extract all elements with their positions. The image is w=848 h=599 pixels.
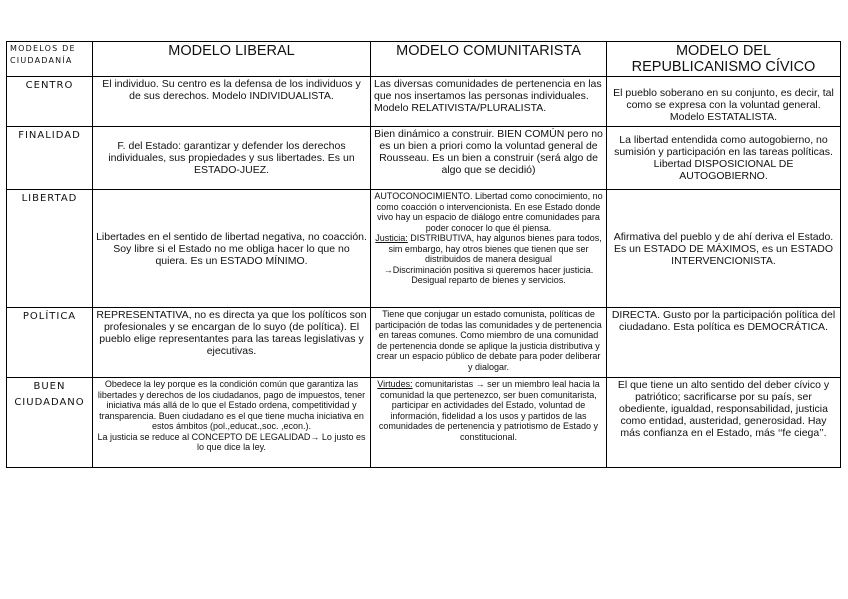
cell-buen-ciudadano-liberal [93,378,371,468]
cell-buen-ciudadano-republicanismo: El que tiene un alto sentido del deber cívico y patriótico; sacrificarse por su país, ser obediente, igualdad, responsabilidad, justicia como entidad, austeridad, generosidad. Hay más confianza en el Estado, más ‘‘fe ciega’’. [607,378,841,468]
buen-ciudadano-liberal-text: Obedece la ley porque es la condición común que garantiza las libertades y derechos de los ciudadanos, pago de impuestos, tener iniciativa más allá de lo que el Estado ordena, competitividad y transparencia. Buen ciudadano es el que tiene mucha iniciativa en estos ámbitos (pol.,educat.,soc. ,econ.). [97,379,366,431]
cell-centro-republicanismo: El pueblo soberano en su conjunto, es decir, tal como se expresa con la voluntad general. Modelo ESTATALISTA. [607,77,841,127]
cell-finalidad-comunitarista: Bien dinámico a construir. BIEN COMÚN pero no es un bien a priori como la voluntad general de Rousseau. Es un bien a construir (será algo de algo que se decidió) [371,127,607,190]
row-header-centro: CENTRO [7,77,93,127]
cell-buen-ciudadano-comunitarista [371,378,607,468]
column-header-republicanismo: MODELO DEL REPUBLICANISMO CÍVICO [607,42,841,77]
row-header-libertad: LIBERTAD [7,190,93,308]
cell-libertad-comunitarista [371,190,607,308]
virtudes-label: Virtudes: [377,379,413,389]
column-header-comunitarista: MODELO COMUNITARISTA [371,42,607,77]
corner-label: MODELOS DE CIUDADANÍA [7,42,93,77]
row-header-finalidad: FINALIDAD [7,127,93,190]
table-row [7,378,841,468]
cell-politica-republicanismo: DIRECTA. Gusto por la participación política del ciudadano. Esta política es DEMOCRÁTICA. [607,308,841,378]
cell-libertad-republicanismo: Afirmativa del pueblo y de ahí deriva el Estado. Es un ESTADO DE MÁXIMOS, es un ESTADO INTERVENCIONISTA. [607,190,841,308]
discriminacion-text: →Discriminación positiva si queremos hacer justicia. Desigual reparto de bienes y servicios. [383,264,594,285]
table-row [7,190,841,308]
cell-centro-comunitarista: Las diversas comunidades de pertenencia en las que nos insertamos las personas individuales. Modelo RELATIVISTA/PLURALISTA. [371,77,607,127]
cell-libertad-liberal: Libertades en el sentido de libertad negativa, no coacción. Soy libre si el Estado no me obliga hacer lo que no quiera. Es un ESTADO MÍNIMO. [93,190,371,308]
cell-politica-liberal: REPRESENTATIVA, no es directa ya que los políticos son profesionales y se encargan de lo suyo (de política). El pueblo elige representantes para las tareas legislativas y ejecutivas. [93,308,371,378]
libertad-autoconocimiento-text: AUTOCONOCIMIENTO. Libertad como conocimiento, no como coacción o intervencionista. En ese Estado donde vivo hay un espacio de diálogo entre comunidades para poder conocer lo que él piensa. [374,191,603,233]
row-header-buen-ciudadano: BUEN CIUDADANO [7,378,93,468]
header-row [7,42,841,77]
justicia-label: Justicia: [375,233,408,243]
libertad-justicia-paragraph [374,233,603,265]
citizenship-models-table [6,41,841,468]
cell-finalidad-republicanismo: La libertad entendida como autogobierno, no sumisión y participación en las tareas políticas. Libertad DISPOSICIONAL DE AUTOGOBIERNO. [607,127,841,190]
cell-politica-comunitarista: Tiene que conjugar un estado comunista, políticas de participación de todas las comunidades y de pertenencia en tareas comunes. Como miembro de una comunidad de pertenencia donde se aplique la justicia distributiva y crear un espacio público de debate para poder deliberar y dialogar. [371,308,607,378]
virtudes-text: comunitaristas → ser un miembro leal hacia la comunidad la que pertenezco, ser buen comunitarista, participar en actividades del Estado, voluntad de información, fidelidad a los usos y partidos de las comunidades de pertenencia y patriotismo de Estado y constitucional. [378,379,600,442]
cell-centro-liberal: El individuo. Su centro es la defensa de los individuos y de sus derechos. Modelo INDIVIDUALISTA. [93,77,371,127]
table-row [7,308,841,378]
row-header-politica: POLÍTICA [7,308,93,378]
column-header-liberal: MODELO LIBERAL [93,42,371,77]
cell-finalidad-liberal: F. del Estado: garantizar y defender los derechos individuales, sus propiedades y sus libertades. Es un ESTADO-JUEZ. [93,127,371,190]
table-row [7,77,841,127]
legalidad-text: La justicia se reduce al CONCEPTO DE LEGALIDAD→ Lo justo es lo que dice la ley. [97,431,366,452]
table-row [7,127,841,190]
justicia-text: DISTRIBUTIVA, hay algunos bienes para todos, sim embargo, hay otros bienes que tienen que ser distribuidos de manera desigual [388,233,602,264]
